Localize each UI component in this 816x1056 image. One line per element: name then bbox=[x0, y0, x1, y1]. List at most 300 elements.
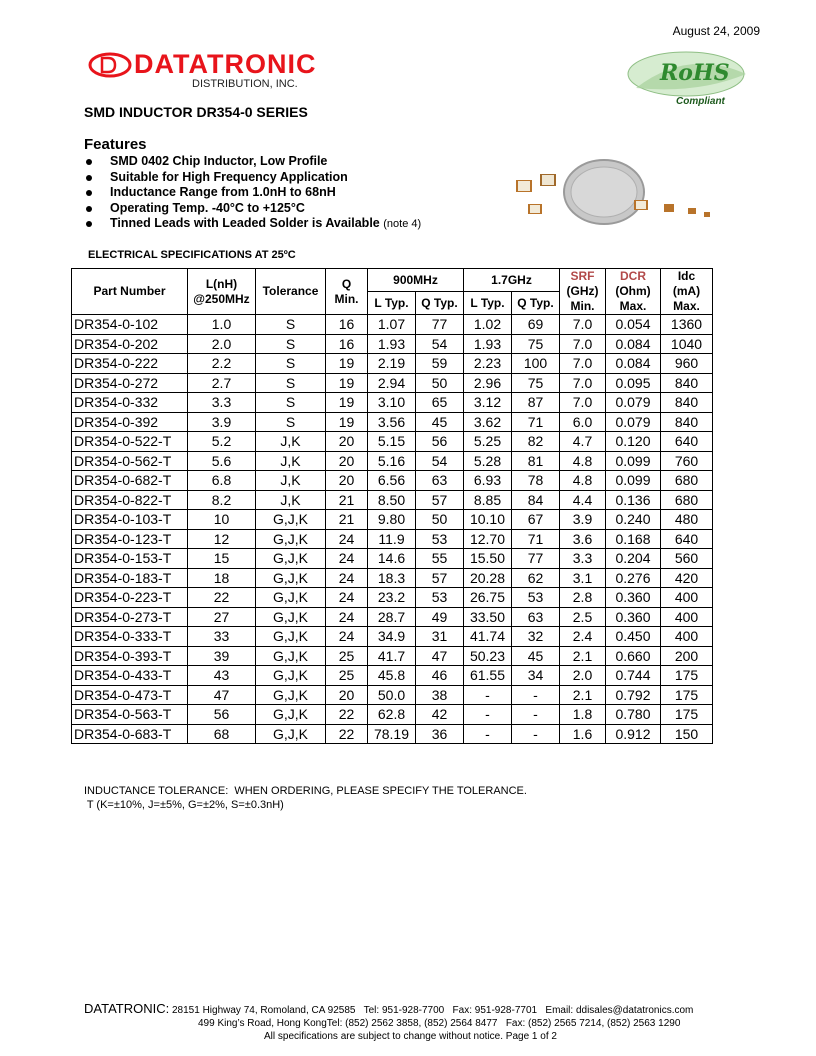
table-cell: 3.9 bbox=[188, 412, 256, 432]
table-cell: 840 bbox=[661, 373, 713, 393]
table-cell: 63 bbox=[416, 471, 464, 491]
table-cell: 4.8 bbox=[560, 451, 606, 471]
table-cell: 23.2 bbox=[368, 588, 416, 608]
table-cell: 2.7 bbox=[188, 373, 256, 393]
table-cell: 0.780 bbox=[606, 705, 661, 725]
brand-name: DATATRONIC bbox=[134, 49, 317, 79]
table-cell: 34.9 bbox=[368, 627, 416, 647]
table-cell: 175 bbox=[661, 705, 713, 725]
table-cell: J,K bbox=[256, 471, 326, 491]
table-cell: - bbox=[464, 705, 512, 725]
table-cell: 6.0 bbox=[560, 412, 606, 432]
table-cell: 1.0 bbox=[188, 315, 256, 335]
table-cell: G,J,K bbox=[256, 705, 326, 725]
table-cell: 18.3 bbox=[368, 568, 416, 588]
table-cell: 3.12 bbox=[464, 393, 512, 413]
col-header-part-number: Part Number bbox=[72, 269, 188, 315]
table-cell: 19 bbox=[326, 393, 368, 413]
table-cell: 84 bbox=[512, 490, 560, 510]
table-cell: 3.10 bbox=[368, 393, 416, 413]
table-cell: 5.2 bbox=[188, 432, 256, 452]
table-cell: 14.6 bbox=[368, 549, 416, 569]
table-cell: G,J,K bbox=[256, 588, 326, 608]
table-cell: 3.3 bbox=[188, 393, 256, 413]
table-cell: 400 bbox=[661, 627, 713, 647]
table-cell: 19 bbox=[326, 373, 368, 393]
table-row bbox=[72, 607, 713, 627]
table-cell: 2.1 bbox=[560, 646, 606, 666]
table-cell: S bbox=[256, 393, 326, 413]
rohs-badge bbox=[618, 44, 758, 115]
table-row bbox=[72, 510, 713, 530]
spec-table-body bbox=[72, 315, 713, 744]
table-cell: 45.8 bbox=[368, 666, 416, 686]
table-cell: G,J,K bbox=[256, 627, 326, 647]
table-cell: 21 bbox=[326, 510, 368, 530]
feature-item: Suitable for High Frequency Application bbox=[84, 170, 421, 186]
table-cell: G,J,K bbox=[256, 666, 326, 686]
table-cell: 0.084 bbox=[606, 334, 661, 354]
table-cell: DR354-0-102 bbox=[72, 315, 188, 335]
table-cell: 1.93 bbox=[368, 334, 416, 354]
table-cell: G,J,K bbox=[256, 568, 326, 588]
bullet-icon bbox=[86, 175, 92, 181]
svg-text:Compliant: Compliant bbox=[676, 96, 725, 107]
table-cell: 54 bbox=[416, 451, 464, 471]
table-cell: DR354-0-562-T bbox=[72, 451, 188, 471]
table-cell: 24 bbox=[326, 568, 368, 588]
table-cell: 7.0 bbox=[560, 354, 606, 374]
table-cell: 2.5 bbox=[560, 607, 606, 627]
table-cell: 0.912 bbox=[606, 724, 661, 744]
col-header-17-qtyp: Q Typ. bbox=[512, 292, 560, 315]
table-cell: 150 bbox=[661, 724, 713, 744]
table-cell: 2.8 bbox=[560, 588, 606, 608]
table-cell: 31 bbox=[416, 627, 464, 647]
feature-item: Tinned Leads with Leaded Solder is Available (note 4) bbox=[84, 216, 421, 233]
table-cell: 0.168 bbox=[606, 529, 661, 549]
table-cell: 200 bbox=[661, 646, 713, 666]
table-cell: 24 bbox=[326, 588, 368, 608]
table-cell: 69 bbox=[512, 315, 560, 335]
table-row bbox=[72, 490, 713, 510]
table-cell: 1.6 bbox=[560, 724, 606, 744]
table-cell: G,J,K bbox=[256, 724, 326, 744]
table-cell: 3.9 bbox=[560, 510, 606, 530]
table-row bbox=[72, 588, 713, 608]
table-cell: 27 bbox=[188, 607, 256, 627]
table-row bbox=[72, 549, 713, 569]
footer-line3: All specifications are subject to change without notice. Page 1 of 2 bbox=[264, 1031, 557, 1042]
tolerance-note bbox=[84, 784, 527, 812]
table-cell: 34 bbox=[512, 666, 560, 686]
table-cell: 2.94 bbox=[368, 373, 416, 393]
rohs-leaf-icon bbox=[618, 44, 758, 110]
table-cell: 56 bbox=[188, 705, 256, 725]
table-cell: 71 bbox=[512, 412, 560, 432]
table-cell: 24 bbox=[326, 549, 368, 569]
table-cell: - bbox=[512, 685, 560, 705]
table-cell: 15 bbox=[188, 549, 256, 569]
table-cell: 45 bbox=[512, 646, 560, 666]
table-cell: 0.084 bbox=[606, 354, 661, 374]
table-cell: 65 bbox=[416, 393, 464, 413]
spec-table bbox=[71, 268, 713, 744]
table-cell: 560 bbox=[661, 549, 713, 569]
table-cell: 2.0 bbox=[188, 334, 256, 354]
table-cell: 25 bbox=[326, 666, 368, 686]
table-cell: G,J,K bbox=[256, 510, 326, 530]
table-cell: 45 bbox=[416, 412, 464, 432]
features-heading: Features bbox=[84, 136, 147, 153]
table-cell: 49 bbox=[416, 607, 464, 627]
table-cell: 6.93 bbox=[464, 471, 512, 491]
table-cell: 0.204 bbox=[606, 549, 661, 569]
table-cell: 680 bbox=[661, 471, 713, 491]
table-cell: 0.744 bbox=[606, 666, 661, 686]
bullet-icon bbox=[86, 190, 92, 196]
table-row bbox=[72, 646, 713, 666]
col-header-q-min: Q Min. bbox=[326, 269, 368, 315]
table-cell: 50 bbox=[416, 510, 464, 530]
table-cell: 840 bbox=[661, 412, 713, 432]
table-cell: 21 bbox=[326, 490, 368, 510]
table-cell: 2.1 bbox=[560, 685, 606, 705]
table-cell: 100 bbox=[512, 354, 560, 374]
table-cell: 0.660 bbox=[606, 646, 661, 666]
table-cell: 24 bbox=[326, 529, 368, 549]
table-cell: 840 bbox=[661, 393, 713, 413]
table-cell: 640 bbox=[661, 432, 713, 452]
table-cell: 19 bbox=[326, 412, 368, 432]
table-cell: 55 bbox=[416, 549, 464, 569]
col-header-inductance: L(nH) @250MHz bbox=[188, 269, 256, 315]
table-cell: 7.0 bbox=[560, 315, 606, 335]
table-cell: 78 bbox=[512, 471, 560, 491]
table-cell: 0.136 bbox=[606, 490, 661, 510]
table-cell: DR354-0-123-T bbox=[72, 529, 188, 549]
footer-line2: 499 King’s Road, Hong KongTel: (852) 2562 3858, (852) 2564 8477 Fax: (852) 2565 7214, (852) 2563 1290 bbox=[198, 1018, 681, 1029]
brand-subtitle: DISTRIBUTION, INC. bbox=[192, 78, 298, 90]
table-cell: 18 bbox=[188, 568, 256, 588]
feature-item: Inductance Range from 1.0nH to 68nH bbox=[84, 185, 421, 201]
footer-line1: 28151 Highway 74, Romoland, CA 92585 Tel: 951-928-7700 Fax: 951-928-7701 Email: ddisales@datatronics.com bbox=[169, 1005, 694, 1016]
table-cell: S bbox=[256, 354, 326, 374]
table-cell: 760 bbox=[661, 451, 713, 471]
table-cell: 0.054 bbox=[606, 315, 661, 335]
table-cell: 1360 bbox=[661, 315, 713, 335]
inductor-coin-photo bbox=[488, 152, 728, 242]
table-cell: J,K bbox=[256, 490, 326, 510]
table-cell: DR354-0-103-T bbox=[72, 510, 188, 530]
table-cell: 7.0 bbox=[560, 373, 606, 393]
table-cell: 24 bbox=[326, 627, 368, 647]
table-cell: 33 bbox=[188, 627, 256, 647]
tolerance-note-line2: T (K=±10%, J=±5%, G=±2%, S=±0.3nH) bbox=[84, 799, 284, 811]
table-row bbox=[72, 432, 713, 452]
table-cell: 680 bbox=[661, 490, 713, 510]
table-row bbox=[72, 627, 713, 647]
table-cell: 53 bbox=[416, 529, 464, 549]
table-cell: 2.19 bbox=[368, 354, 416, 374]
table-cell: 62 bbox=[512, 568, 560, 588]
table-cell: 12 bbox=[188, 529, 256, 549]
table-cell: 3.62 bbox=[464, 412, 512, 432]
table-cell: 10.10 bbox=[464, 510, 512, 530]
table-cell: 16 bbox=[326, 315, 368, 335]
table-cell: 19 bbox=[326, 354, 368, 374]
table-cell: 41.74 bbox=[464, 627, 512, 647]
table-row bbox=[72, 705, 713, 725]
document-title: SMD INDUCTOR DR354-0 SERIES bbox=[84, 104, 308, 120]
table-cell: 57 bbox=[416, 568, 464, 588]
table-cell: DR354-0-683-T bbox=[72, 724, 188, 744]
table-cell: 20.28 bbox=[464, 568, 512, 588]
table-row bbox=[72, 666, 713, 686]
table-cell: 2.4 bbox=[560, 627, 606, 647]
table-cell: 53 bbox=[416, 588, 464, 608]
table-cell: 8.50 bbox=[368, 490, 416, 510]
table-cell: 9.80 bbox=[368, 510, 416, 530]
table-cell: 47 bbox=[416, 646, 464, 666]
table-cell: 6.8 bbox=[188, 471, 256, 491]
table-cell: 68 bbox=[188, 724, 256, 744]
table-cell: 0.099 bbox=[606, 451, 661, 471]
table-cell: 3.56 bbox=[368, 412, 416, 432]
table-cell: DR354-0-183-T bbox=[72, 568, 188, 588]
col-header-srf: SRF (GHz) Min. bbox=[560, 269, 606, 315]
datatronic-logo bbox=[88, 49, 317, 90]
table-cell: 1.07 bbox=[368, 315, 416, 335]
table-cell: 7.0 bbox=[560, 393, 606, 413]
table-cell: G,J,K bbox=[256, 529, 326, 549]
table-row bbox=[72, 334, 713, 354]
table-cell: 59 bbox=[416, 354, 464, 374]
table-cell: DR354-0-272 bbox=[72, 373, 188, 393]
footer bbox=[84, 1002, 693, 1043]
table-cell: 1.02 bbox=[464, 315, 512, 335]
table-cell: 0.276 bbox=[606, 568, 661, 588]
table-cell: 50 bbox=[416, 373, 464, 393]
bullet-icon bbox=[86, 159, 92, 165]
table-row bbox=[72, 685, 713, 705]
table-cell: 0.360 bbox=[606, 588, 661, 608]
table-cell: 22 bbox=[326, 724, 368, 744]
table-cell: S bbox=[256, 315, 326, 335]
table-cell: 5.15 bbox=[368, 432, 416, 452]
table-row bbox=[72, 451, 713, 471]
col-header-1-7ghz: 1.7GHz bbox=[464, 269, 560, 292]
table-cell: 22 bbox=[326, 705, 368, 725]
table-cell: 20 bbox=[326, 451, 368, 471]
table-cell: G,J,K bbox=[256, 646, 326, 666]
col-header-900-ltyp: L Typ. bbox=[368, 292, 416, 315]
table-cell: 12.70 bbox=[464, 529, 512, 549]
table-cell: 10 bbox=[188, 510, 256, 530]
table-cell: 22 bbox=[188, 588, 256, 608]
table-row bbox=[72, 412, 713, 432]
table-cell: 0.450 bbox=[606, 627, 661, 647]
table-cell: 38 bbox=[416, 685, 464, 705]
feature-item: Operating Temp. -40°C to +125°C bbox=[84, 201, 421, 217]
table-cell: 5.25 bbox=[464, 432, 512, 452]
table-row bbox=[72, 393, 713, 413]
table-cell: 46 bbox=[416, 666, 464, 686]
table-cell: 26.75 bbox=[464, 588, 512, 608]
table-cell: 2.2 bbox=[188, 354, 256, 374]
table-cell: - bbox=[512, 705, 560, 725]
table-cell: 0.120 bbox=[606, 432, 661, 452]
table-cell: 82 bbox=[512, 432, 560, 452]
table-cell: 16 bbox=[326, 334, 368, 354]
table-cell: 0.360 bbox=[606, 607, 661, 627]
table-row bbox=[72, 373, 713, 393]
table-cell: 50.23 bbox=[464, 646, 512, 666]
table-cell: 24 bbox=[326, 607, 368, 627]
table-cell: DR354-0-563-T bbox=[72, 705, 188, 725]
table-cell: 420 bbox=[661, 568, 713, 588]
bullet-icon bbox=[86, 221, 92, 227]
table-cell: 4.4 bbox=[560, 490, 606, 510]
table-cell: 61.55 bbox=[464, 666, 512, 686]
table-row bbox=[72, 471, 713, 491]
table-cell: 960 bbox=[661, 354, 713, 374]
table-cell: 75 bbox=[512, 373, 560, 393]
table-cell: S bbox=[256, 373, 326, 393]
table-cell: 20 bbox=[326, 471, 368, 491]
bullet-icon bbox=[86, 206, 92, 212]
feature-item: SMD 0402 Chip Inductor, Low Profile bbox=[84, 154, 421, 170]
table-cell: S bbox=[256, 412, 326, 432]
feature-note: (note 4) bbox=[383, 218, 422, 230]
table-cell: J,K bbox=[256, 451, 326, 471]
table-cell: 5.16 bbox=[368, 451, 416, 471]
table-cell: G,J,K bbox=[256, 549, 326, 569]
table-cell: 71 bbox=[512, 529, 560, 549]
table-cell: DR354-0-222 bbox=[72, 354, 188, 374]
table-cell: S bbox=[256, 334, 326, 354]
table-cell: 1040 bbox=[661, 334, 713, 354]
table-cell: 20 bbox=[326, 432, 368, 452]
table-cell: 4.8 bbox=[560, 471, 606, 491]
table-cell: 480 bbox=[661, 510, 713, 530]
logo-mark-icon bbox=[88, 52, 132, 78]
table-row bbox=[72, 315, 713, 335]
col-header-900-qtyp: Q Typ. bbox=[416, 292, 464, 315]
table-row bbox=[72, 354, 713, 374]
table-cell: DR354-0-522-T bbox=[72, 432, 188, 452]
table-cell: DR354-0-392 bbox=[72, 412, 188, 432]
table-cell: 7.0 bbox=[560, 334, 606, 354]
table-cell: 77 bbox=[416, 315, 464, 335]
table-cell: 0.079 bbox=[606, 393, 661, 413]
table-cell: 54 bbox=[416, 334, 464, 354]
table-cell: 81 bbox=[512, 451, 560, 471]
table-cell: 47 bbox=[188, 685, 256, 705]
table-cell: DR354-0-393-T bbox=[72, 646, 188, 666]
table-cell: DR354-0-223-T bbox=[72, 588, 188, 608]
table-cell: 75 bbox=[512, 334, 560, 354]
electrical-specs-heading: ELECTRICAL SPECIFICATIONS AT 25ºC bbox=[88, 249, 296, 261]
footer-brand: DATATRONIC: bbox=[84, 1001, 170, 1016]
table-cell: 0.079 bbox=[606, 412, 661, 432]
table-cell: 0.099 bbox=[606, 471, 661, 491]
table-cell: 63 bbox=[512, 607, 560, 627]
table-cell: 50.0 bbox=[368, 685, 416, 705]
table-cell: 36 bbox=[416, 724, 464, 744]
table-cell: 39 bbox=[188, 646, 256, 666]
table-cell: 32 bbox=[512, 627, 560, 647]
table-cell: 2.23 bbox=[464, 354, 512, 374]
table-cell: DR354-0-433-T bbox=[72, 666, 188, 686]
table-cell: 5.28 bbox=[464, 451, 512, 471]
table-cell: - bbox=[512, 724, 560, 744]
col-header-900mhz: 900MHz bbox=[368, 269, 464, 292]
table-cell: 1.93 bbox=[464, 334, 512, 354]
table-cell: 43 bbox=[188, 666, 256, 686]
col-header-17-ltyp: L Typ. bbox=[464, 292, 512, 315]
table-cell: 6.56 bbox=[368, 471, 416, 491]
table-cell: 56 bbox=[416, 432, 464, 452]
table-cell: 62.8 bbox=[368, 705, 416, 725]
table-cell: 42 bbox=[416, 705, 464, 725]
table-cell: 175 bbox=[661, 685, 713, 705]
table-cell: 28.7 bbox=[368, 607, 416, 627]
table-cell: - bbox=[464, 724, 512, 744]
table-cell: DR354-0-333-T bbox=[72, 627, 188, 647]
table-cell: G,J,K bbox=[256, 685, 326, 705]
table-cell: DR354-0-473-T bbox=[72, 685, 188, 705]
table-cell: 67 bbox=[512, 510, 560, 530]
table-cell: 3.3 bbox=[560, 549, 606, 569]
table-cell: DR354-0-822-T bbox=[72, 490, 188, 510]
table-cell: 175 bbox=[661, 666, 713, 686]
table-cell: 25 bbox=[326, 646, 368, 666]
table-cell: 400 bbox=[661, 607, 713, 627]
table-cell: 78.19 bbox=[368, 724, 416, 744]
table-cell: 2.96 bbox=[464, 373, 512, 393]
table-cell: 8.2 bbox=[188, 490, 256, 510]
table-cell: 1.8 bbox=[560, 705, 606, 725]
table-cell: DR354-0-332 bbox=[72, 393, 188, 413]
table-cell: 87 bbox=[512, 393, 560, 413]
table-cell: DR354-0-202 bbox=[72, 334, 188, 354]
col-header-dcr: DCR (Ohm) Max. bbox=[606, 269, 661, 315]
table-cell: J,K bbox=[256, 432, 326, 452]
product-photo bbox=[488, 152, 728, 247]
table-cell: 640 bbox=[661, 529, 713, 549]
table-cell: 0.240 bbox=[606, 510, 661, 530]
table-row bbox=[72, 724, 713, 744]
table-cell: 0.792 bbox=[606, 685, 661, 705]
table-cell: DR354-0-153-T bbox=[72, 549, 188, 569]
table-cell: 3.6 bbox=[560, 529, 606, 549]
table-cell: 8.85 bbox=[464, 490, 512, 510]
document-date: August 24, 2009 bbox=[672, 24, 760, 38]
table-cell: 15.50 bbox=[464, 549, 512, 569]
table-cell: 41.7 bbox=[368, 646, 416, 666]
table-cell: 4.7 bbox=[560, 432, 606, 452]
table-cell: 5.6 bbox=[188, 451, 256, 471]
table-cell: - bbox=[464, 685, 512, 705]
col-header-tolerance: Tolerance bbox=[256, 269, 326, 315]
table-cell: DR354-0-682-T bbox=[72, 471, 188, 491]
table-cell: 33.50 bbox=[464, 607, 512, 627]
col-header-idc: Idc (mA) Max. bbox=[661, 269, 713, 315]
table-cell: 20 bbox=[326, 685, 368, 705]
table-cell: 57 bbox=[416, 490, 464, 510]
table-row bbox=[72, 568, 713, 588]
